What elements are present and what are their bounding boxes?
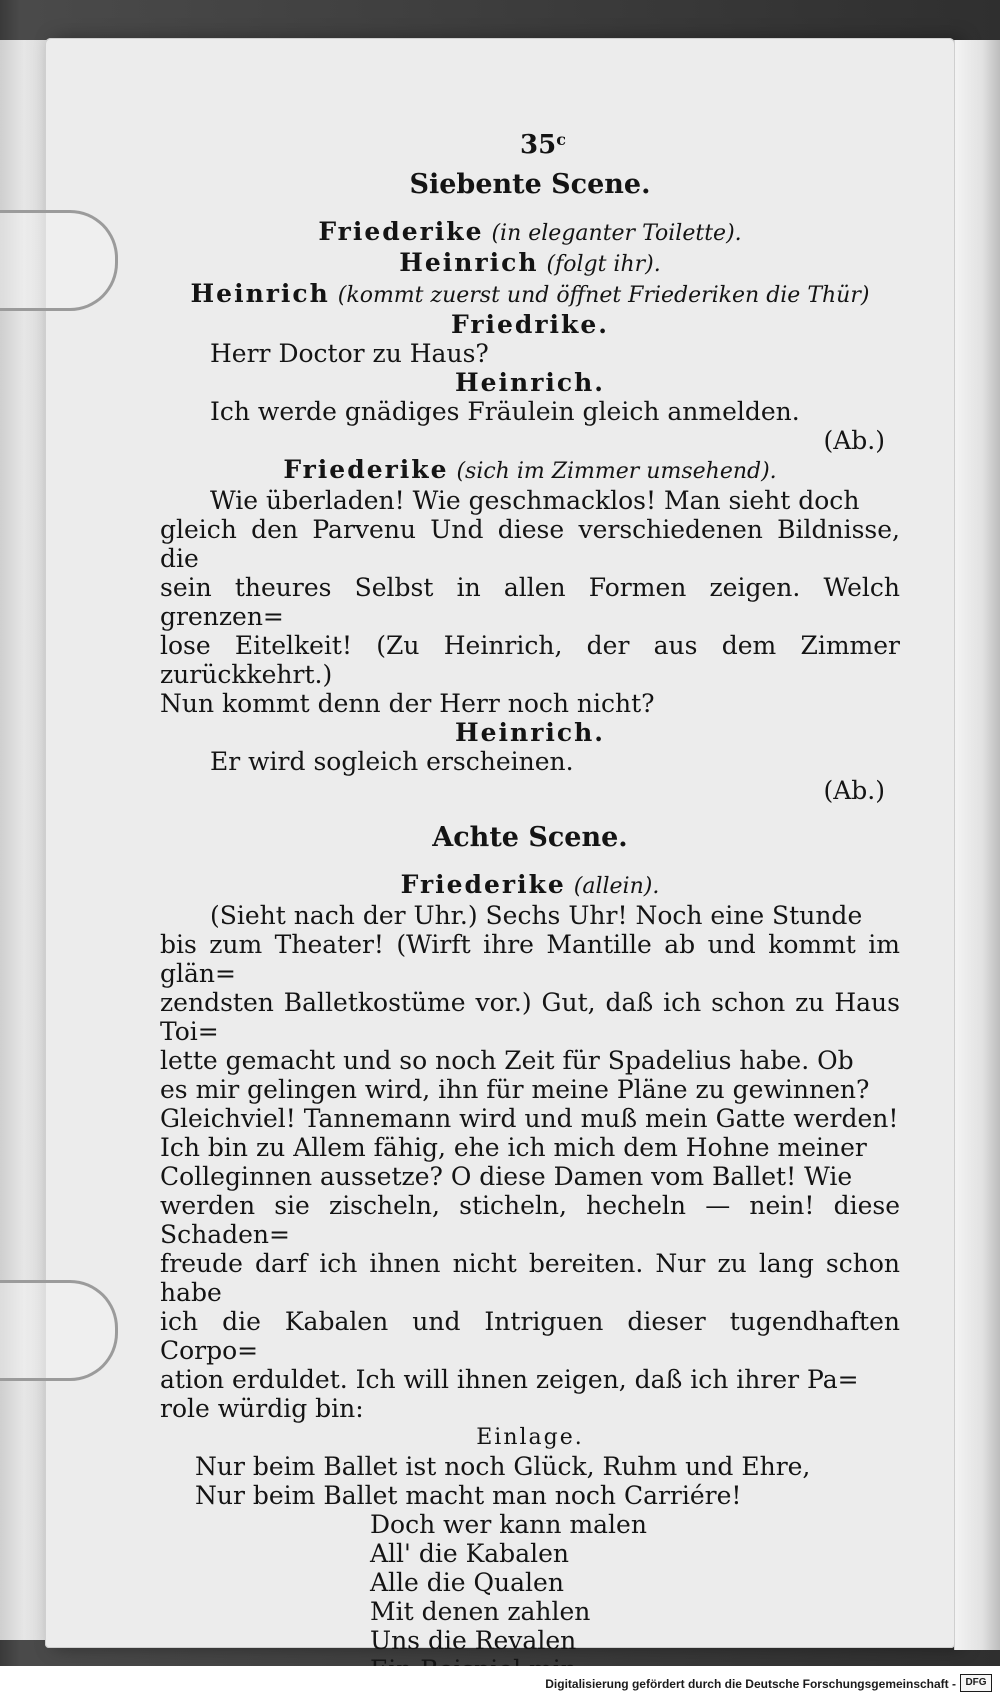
dialogue-line: gleich den Parvenu Und diese verschiedenen Bildnisse, die (160, 515, 900, 573)
dialogue-line: Nun kommt denn der Herr noch nicht? (160, 689, 655, 718)
page-number-suffix: c (556, 130, 566, 149)
page-number-value: 35 (520, 130, 557, 160)
verse-line: Uns die Revalen (370, 1626, 577, 1655)
monologue-line: ich die Kabalen und Intriguen dieser tugendhaften Corpo= (160, 1307, 900, 1365)
cast-line (160, 279, 900, 310)
monologue-line: zendsten Balletkostüme vor.) Gut, daß ich schon zu Haus Toi= (160, 988, 900, 1046)
monologue-line: freude darf ich ihnen nicht bereiten. Nur zu lang schon habe (160, 1249, 900, 1307)
verse-line: All' die Kabalen (370, 1539, 569, 1568)
speaker-with-direction (160, 870, 900, 901)
speaker-name: Heinrich (399, 248, 539, 277)
speaker-heading: Friedrike. (451, 310, 609, 339)
scene-title: Siebente Scene. (409, 169, 651, 200)
monologue-line: Colleginnen aussetze? O diese Damen vom Ballet! Wie (160, 1162, 853, 1191)
dfg-logo: DFG (960, 1674, 992, 1692)
page-text (160, 125, 900, 1700)
speaker-name: Heinrich (190, 279, 330, 308)
stage-direction: (allein). (573, 874, 660, 899)
cast-line (160, 248, 900, 279)
verse-line: Mit denen zahlen (370, 1597, 591, 1626)
monologue-line: ation erduldet. Ich will ihnen zeigen, daß ich ihrer Pa= (160, 1365, 859, 1394)
speaker-heading: Heinrich. (455, 368, 605, 397)
monologue-line: es mir gelingen wird, ihn für meine Pläne zu gewinnen? (160, 1075, 870, 1104)
next-page-edge (954, 40, 1000, 1650)
stage-direction: (in eleganter Toilette). (491, 221, 742, 246)
stage-direction: (folgt ihr). (546, 252, 661, 277)
clip-tab-top (0, 210, 118, 311)
monologue-line: Gleichviel! Tannemann wird und muß mein Gatte werden! (160, 1104, 899, 1133)
stage-direction: (sich im Zimmer umsehend). (456, 459, 777, 484)
exit-direction: (Ab.) (823, 776, 885, 805)
dialogue-line: Er wird sogleich erscheinen. (210, 747, 574, 776)
funding-credit: Digitalisierung gefördert durch die Deutsche Forschungsgemeinschaft - (545, 1677, 956, 1691)
clip-tab-bottom (0, 1280, 118, 1381)
monologue-line: (Sieht nach der Uhr.) Sechs Uhr! Noch eine Stunde (210, 901, 863, 930)
song-line: Nur beim Ballet macht man noch Carriére! (195, 1481, 742, 1510)
stage-direction: (kommt zuerst und öffnet Friederiken die Thür) (337, 283, 870, 308)
speaker-heading: Heinrich. (455, 718, 605, 747)
monologue-line: bis zum Theater! (Wirft ihre Mantille ab und kommt im glän= (160, 930, 900, 988)
speaker-name: Friederike (400, 870, 566, 899)
footer-bar (0, 1666, 1000, 1700)
verse-line: Alle die Qualen (370, 1568, 564, 1597)
dialogue-line: lose Eitelkeit! (Zu Heinrich, der aus dem Zimmer zurückkehrt.) (160, 631, 900, 689)
dialogue-line: sein theures Selbst in allen Formen zeigen. Welch grenzen= (160, 573, 900, 631)
song-heading: Einlage. (476, 1425, 584, 1450)
dialogue-line: Wie überladen! Wie geschmacklos! Man sieht doch (210, 486, 860, 515)
monologue-line: Ich bin zu Allem fähig, ehe ich mich dem Hohne meiner (160, 1133, 867, 1162)
dialogue-line: Herr Doctor zu Haus? (210, 339, 489, 368)
scene-title: Achte Scene. (432, 822, 628, 853)
monologue-line: werden sie zischeln, sticheln, hecheln — nein! diese Schaden= (160, 1191, 900, 1249)
speaker-with-direction (160, 455, 900, 486)
speaker-name: Friederike (283, 455, 449, 484)
dialogue-line: Ich werde gnädiges Fräulein gleich anmelden. (210, 397, 800, 426)
song-line: Nur beim Ballet ist noch Glück, Ruhm und Ehre, (195, 1452, 811, 1481)
cast-line (160, 217, 900, 248)
exit-direction: (Ab.) (823, 426, 885, 455)
monologue-line: lette gemacht und so noch Zeit für Spadelius habe. Ob (160, 1046, 854, 1075)
monologue-line: role würdig bin: (160, 1394, 364, 1423)
verse-line: Doch wer kann malen (370, 1510, 647, 1539)
speaker-name: Friederike (318, 217, 484, 246)
